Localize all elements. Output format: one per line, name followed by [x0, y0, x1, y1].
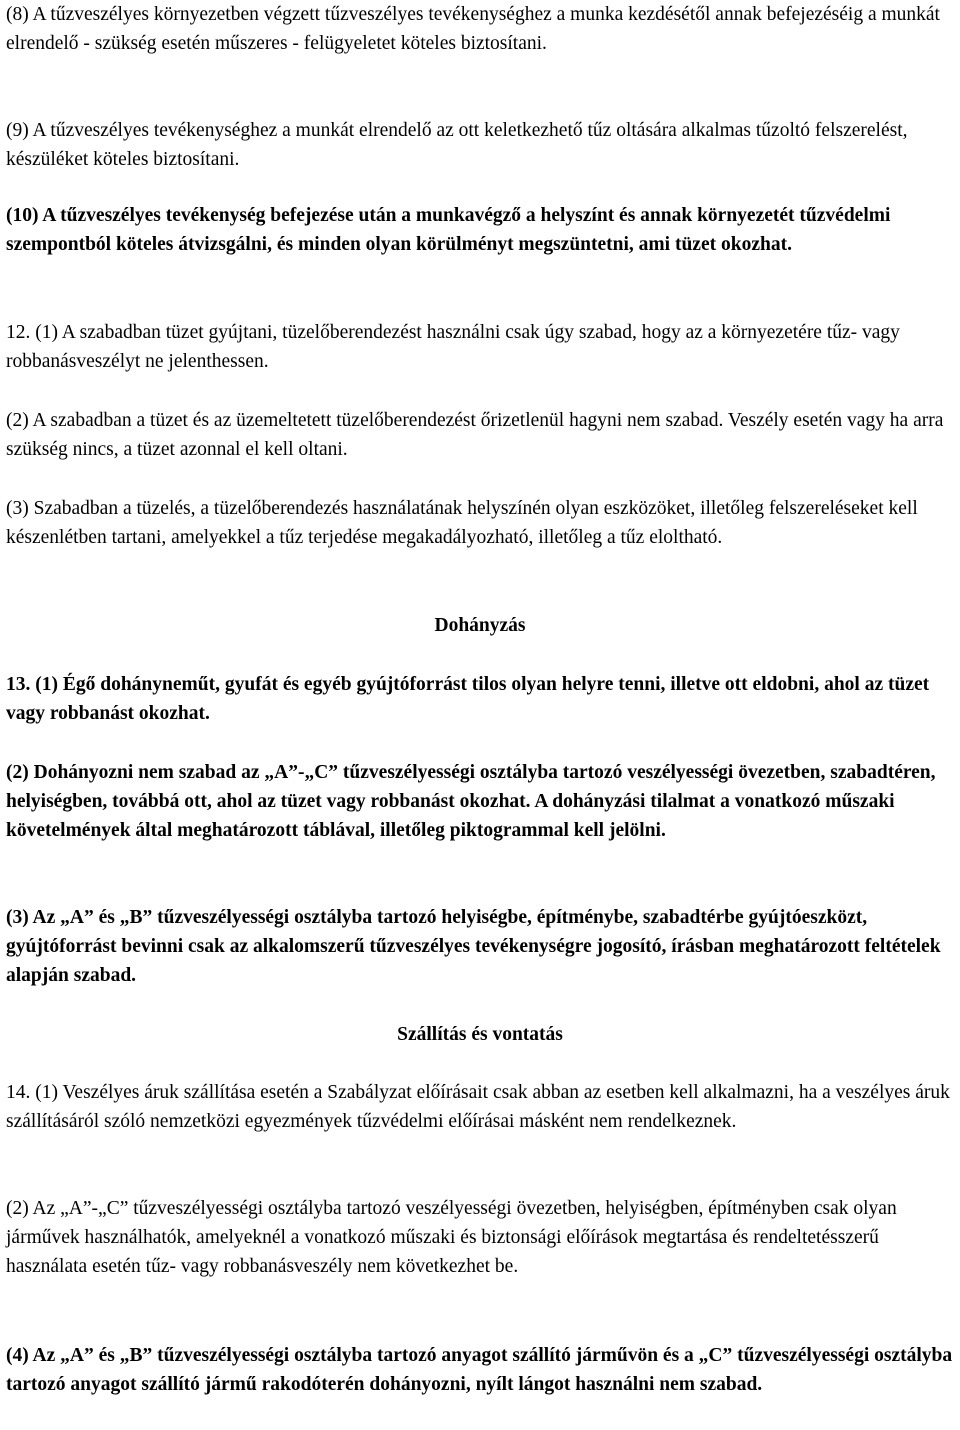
section-12-paragraph-2: (2) A szabadban a tüzet és az üzemeltetett tüzelőberendezést őrizetlenül hagyni nem szabad. Veszély esetén vagy ha arra szükség nincs, a tüzet azonnal el kell oltani. — [6, 410, 944, 460]
section-12-paragraph-1: 12. (1) A szabadban tüzet gyújtani, tüzelőberendezést használni csak úgy szabad, hogy az a környezetére tűz- vagy robbanásveszélyt ne jelenthessen. — [6, 322, 900, 372]
section-13-paragraph-3: (3) Az „A” és „B” tűzveszélyességi osztályba tartozó helyiségbe, építménybe, szabadtérbe gyújtóeszközt, gyújtóforrást bevinni csak az alkalomszerű tűzveszélyes tevékenységre jogosító, írásban meghatározott feltételek alapján szabad. — [6, 907, 941, 986]
heading-smoking: Dohányzás — [434, 615, 526, 636]
section-12-paragraph-3: (3) Szabadban a tüzelés, a tüzelőberendezés használatának helyszínén olyan eszközöket, illetőleg felszereléseket kell készenlétben tartani, amelyekkel a tűz terjedése megakadályozható, illetőleg a tűz eloltható. — [6, 498, 918, 548]
section-14-paragraph-2: (2) Az „A”-„C” tűzveszélyességi osztályba tartozó veszélyességi övezetben, helyiségben, építményben csak olyan járművek használhatók, amelyeknél a vonatkozó műszaki és biztonsági előírások megtartása és rendeltetésszerű használata esetén tűz- vagy robbanásveszély nem következhet be. — [6, 1198, 897, 1277]
paragraph-8: (8) A tűzveszélyes környezetben végzett tűzveszélyes tevékenységhez a munka kezdésétől annak befejezéséig a munkát elrendelő - szükség esetén műszeres - felügyeletet köteles biztosítani. — [6, 4, 940, 54]
section-13-paragraph-1: 13. (1) Égő dohányneműt, gyufát és egyéb gyújtóforrást tilos olyan helyre tenni, illetve ott eldobni, ahol az tüzet vagy robbanást okozhat. — [6, 674, 930, 724]
paragraph-10: (10) A tűzveszélyes tevékenység befejezése után a munkavégző a helyszínt és annak környezetét tűzvédelmi szempontból köteles átvizsgálni, és minden olyan körülményt megszüntetni, ami tüzet okozhat. — [6, 205, 891, 255]
heading-transport: Szállítás és vontatás — [397, 1024, 563, 1045]
section-14-paragraph-1: 14. (1) Veszélyes áruk szállítása esetén a Szabályzat előírásait csak abban az esetben kell alkalmazni, ha a veszélyes áruk szállításáról szóló nemzetközi egyezmények tűzvédelmi előírásai másként nem rendelkeznek. — [6, 1082, 950, 1132]
section-14-paragraph-4: (4) Az „A” és „B” tűzveszélyességi osztályba tartozó anyagot szállító járművön és a „C” tűzveszélyességi osztályba tartozó anyagot szállító jármű rakodóterén dohányozni, nyílt lángot használni nem szabad. — [6, 1345, 953, 1395]
paragraph-9: (9) A tűzveszélyes tevékenységhez a munkát elrendelő az ott keletkezhető tűz oltására alkalmas tűzoltó felszerelést, készüléket köteles biztosítani. — [6, 120, 908, 170]
section-13-paragraph-2: (2) Dohányozni nem szabad az „A”-„C” tűzveszélyességi osztályba tartozó veszélyességi övezetben, szabadtéren, helyiségben, továbbá ott, ahol az tüzet vagy robbanást okozhat. A dohányzási tilalmat a vonatkozó műszaki követelmények által meghatározott táblával, illetőleg piktogrammal kell jelölni. — [6, 762, 936, 841]
